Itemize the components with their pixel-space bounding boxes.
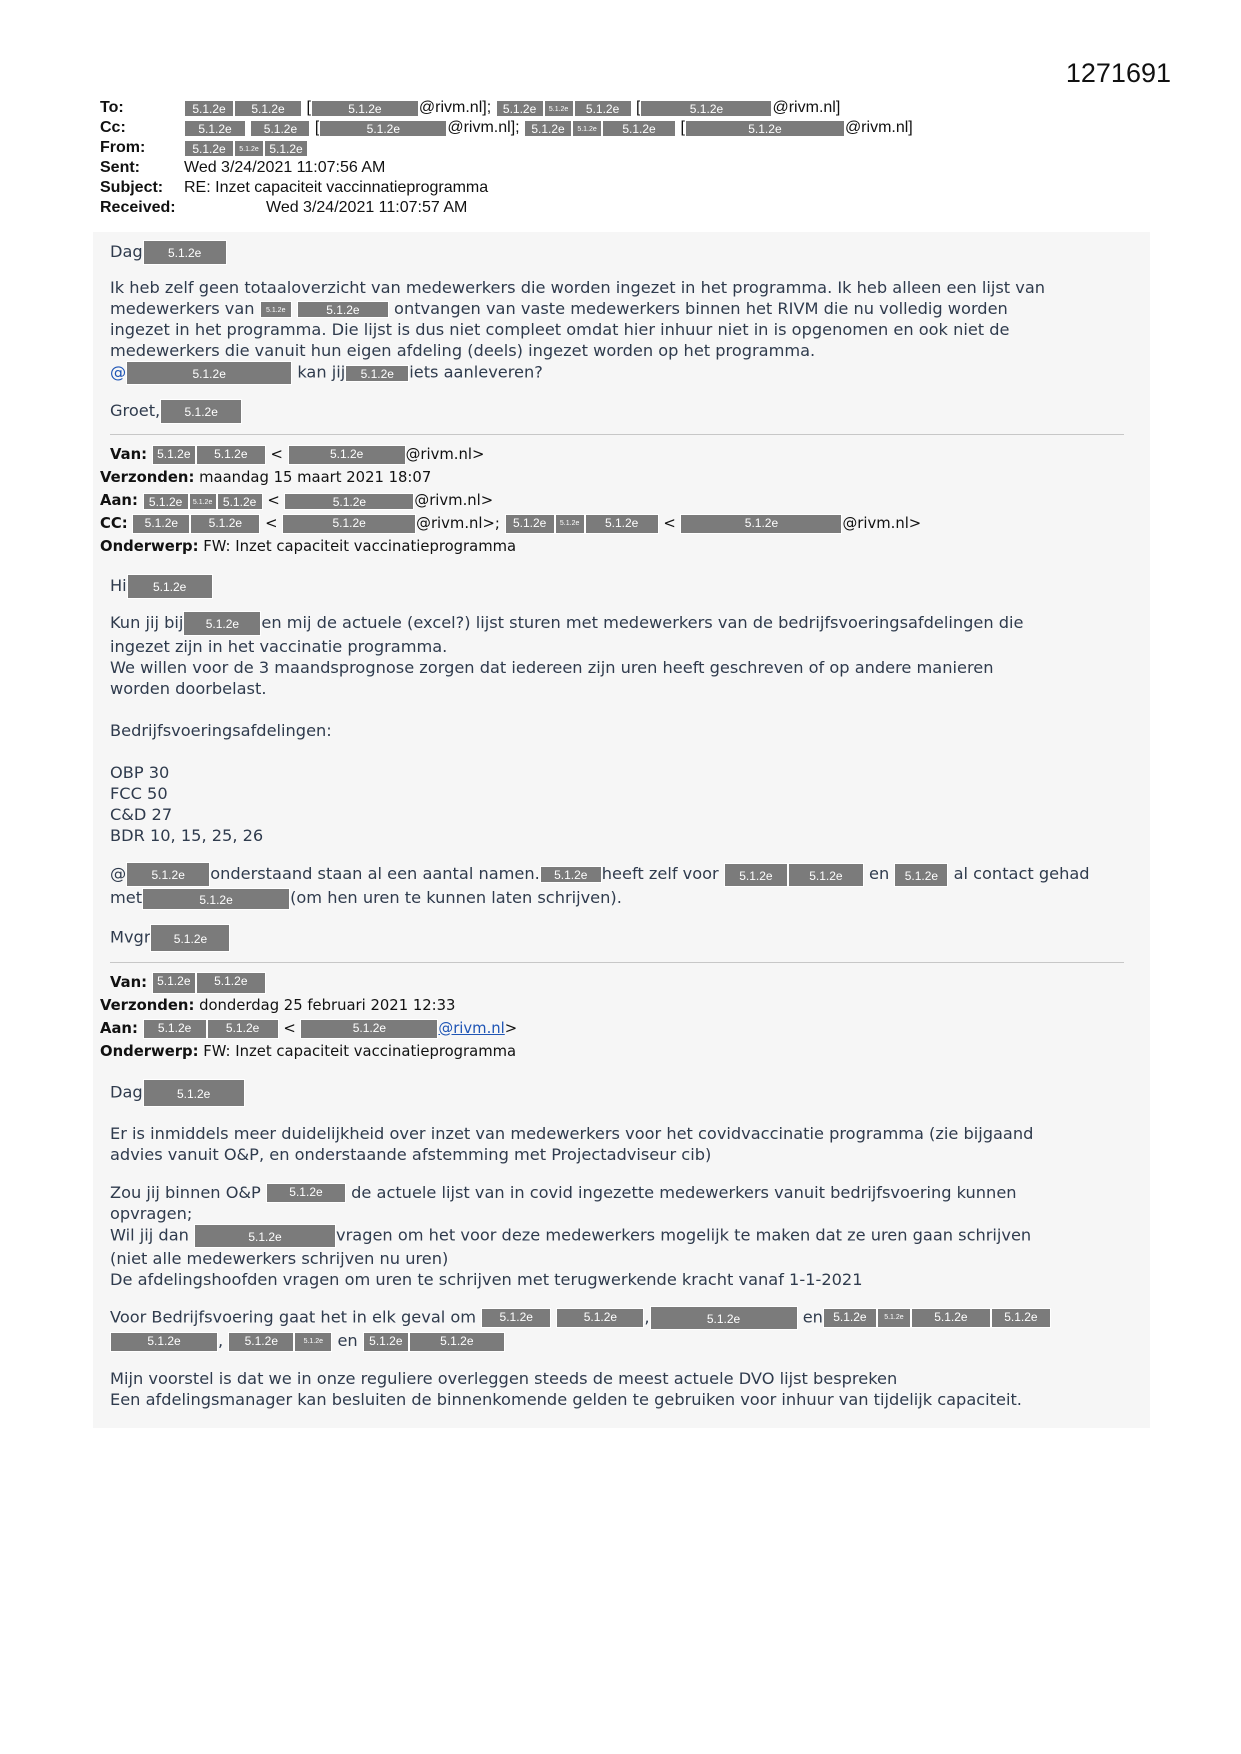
redaction: 5.1.2e <box>894 863 948 887</box>
redaction: 5.1.2e <box>207 1019 279 1039</box>
list-item: C&D 27 <box>110 805 173 824</box>
redaction: 5.1.2e <box>409 1332 505 1352</box>
msg3-greeting: Dag 5.1.2e <box>110 1079 1150 1107</box>
redaction: 5.1.2e <box>602 120 676 137</box>
to-domain: @rivm.nl] <box>772 99 841 116</box>
redaction: 5.1.2e <box>143 1019 207 1039</box>
redaction: 5.1.2e <box>991 1308 1051 1328</box>
redaction: 5.1.2e <box>540 866 602 883</box>
separator <box>110 962 1124 963</box>
redaction: 5.1.2e <box>189 493 217 510</box>
redaction: 5.1.2e <box>585 514 659 534</box>
redaction: 5.1.2e <box>250 120 310 137</box>
redaction: 5.1.2e <box>183 611 261 636</box>
department-list <box>110 762 1150 846</box>
subject-row <box>100 178 913 198</box>
from-label: From: <box>100 139 146 156</box>
redaction: 5.1.2e <box>284 493 414 510</box>
redaction: 5.1.2e <box>297 301 389 318</box>
redaction: 5.1.2e <box>196 445 266 465</box>
redaction: 5.1.2e <box>294 1332 332 1352</box>
subject-label: Subject: <box>100 179 164 196</box>
cc-domain: @rivm.nl]; <box>447 119 520 136</box>
redaction: 5.1.2e <box>143 493 189 510</box>
msg2-closing: Mvgr 5.1.2e <box>110 924 1150 952</box>
to-row: To: 5.1.2e 5.1.2e [ 5.1.2e @rivm.nl]; 5.1.2e 5.1.2e 5.1.2e [ 5.1.2e @rivm.nl] <box>100 99 841 116</box>
redaction: 5.1.2e <box>194 1224 336 1248</box>
redaction: 5.1.2e <box>184 100 234 117</box>
redaction: 5.1.2e <box>911 1308 991 1328</box>
cc-row: Cc: 5.1.2e 5.1.2e [ 5.1.2e @rivm.nl]; 5.1.2e 5.1.2e 5.1.2e [ 5.1.2e @rivm.nl] <box>100 119 913 136</box>
redaction: 5.1.2e <box>823 1308 877 1328</box>
redaction: 5.1.2e <box>572 120 602 137</box>
redaction: 5.1.2e <box>345 365 409 382</box>
redaction: 5.1.2e <box>555 514 585 534</box>
received-label: Received: <box>100 199 176 216</box>
from-row <box>100 138 913 158</box>
redaction: 5.1.2e <box>266 1183 346 1203</box>
redaction: 5.1.2e <box>234 140 264 157</box>
redaction: 5.1.2e <box>184 140 234 157</box>
sent-row <box>100 158 913 178</box>
received-value: Wed 3/24/2021 11:07:57 AM <box>266 199 468 216</box>
redaction: 5.1.2e <box>190 514 260 534</box>
list-item: FCC 50 <box>110 784 168 803</box>
to-label: To: <box>100 99 124 116</box>
redaction: 5.1.2e <box>143 1079 245 1107</box>
msg3-paragraph-3: Voor Bedrijfsvoering gaat het in elk geval om 5.1.2e 5.1.2e , 5.1.2e en 5.1.2e 5.1.2e 5.1.2e 5.1.2e 5.1.2e , 5.1.2e 5.1.2e en 5.1.2e 5.1.2e <box>110 1306 1150 1352</box>
redaction: 5.1.2e <box>685 120 845 137</box>
redaction: 5.1.2e <box>481 1308 551 1328</box>
msg1-paragraph: Ik heb zelf geen totaaloverzicht van medewerkers die worden ingezet in het programma. Ik heb alleen een lijst van medewerkers van 5.1.2e 5.1.2e ontvangen van vaste medewerkers binnen het RIVM die nu volledig worden ingezet in het programma. Die lijst is dus niet compleet omdat hier inhuur niet in is opgenomen en ook niet de medewerkers die vanuit hun eigen afdeling (deels) ingezet worden op het programma. @ 5.1.2e kan jij 5.1.2e iets aanleveren? <box>110 277 1150 385</box>
redaction: 5.1.2e <box>196 972 266 994</box>
list-item: OBP 30 <box>110 763 170 782</box>
msg3-paragraph-2: Zou jij binnen O&P 5.1.2e de actuele lijst van in covid ingezette medewerkers vanuit bedrijfsvoering kunnen opvragen; Wil jij dan 5.1.2e vragen om het voor deze medewerkers mogelijk te maken dat ze uren gaan schrijven (niet alle medewerkers schrijven nu uren) De afdelingshoofden vragen om uren te schrijven met terugwerkende kracht vanaf 1-1-2021 <box>110 1182 1032 1289</box>
redaction: 5.1.2e <box>143 240 227 265</box>
redaction: 5.1.2e <box>544 100 574 117</box>
subject-value: RE: Inzet capaciteit vaccinnatieprogramma <box>184 179 489 196</box>
redaction: 5.1.2e <box>505 514 555 534</box>
redaction: 5.1.2e <box>228 1332 294 1352</box>
msg3-paragraph-4: Mijn voorstel is dat we in onze reguliere overleggen steeds de meest actuele DVO lijst bespreken Een afdelingsmanager kan besluiten de binnenkomende gelden te gebruiken voor inhuur van tijdelijk capaciteit. <box>110 1368 1022 1409</box>
sent-value: Wed 3/24/2021 11:07:56 AM <box>184 159 386 176</box>
msg2-paragraph: Kun jij bij 5.1.2e en mij de actuele (excel?) lijst sturen met medewerkers van de bedrijfsvoeringsafdelingen die ingezet zijn in het vaccinatie programma. We willen voor de 3 maandsprognose zorgen dat iedereen zijn uren heeft geschreven of op andere manieren worden doorbelast. <box>110 613 1024 698</box>
sent-label: Sent: <box>100 159 140 176</box>
msg1-greeting: Dag 5.1.2e <box>110 240 1150 265</box>
separator <box>110 434 1124 435</box>
cc-label: Cc: <box>100 119 126 136</box>
redaction: 5.1.2e <box>126 862 210 887</box>
redaction: 5.1.2e <box>788 863 864 887</box>
redaction: 5.1.2e <box>217 493 263 510</box>
redaction: 5.1.2e <box>640 100 772 117</box>
msg2-meta: Van: 5.1.2e 5.1.2e < 5.1.2e @rivm.nl> Verzonden: maandag 15 maart 2021 18:07 Aan: 5.1.2e 5.1.2e 5.1.2e < 5.1.2e @rivm.nl> CC: 5.1.2e 5.1.2e < 5.1.2e @rivm.nl>; 5.1.2e 5.1.2e 5.1.2e < 5.1.2e @rivm.nl> Onderwerp: FW: Inzet capaciteit vaccinatieprogramma <box>100 446 922 555</box>
redaction: 5.1.2e <box>724 863 788 887</box>
redaction: 5.1.2e <box>152 445 196 465</box>
msg1-closing: Groet, 5.1.2e <box>110 399 1150 424</box>
redaction: 5.1.2e <box>556 1308 644 1328</box>
list-item: BDR 10, 15, 25, 26 <box>110 826 264 845</box>
redaction: 5.1.2e <box>264 140 308 157</box>
email-header <box>100 98 913 218</box>
redaction: 5.1.2e <box>319 120 447 137</box>
redaction: 5.1.2e <box>150 924 230 952</box>
redaction: 5.1.2e <box>142 888 290 910</box>
redaction: 5.1.2e <box>574 100 632 117</box>
redaction: 5.1.2e <box>152 972 196 994</box>
redaction: 5.1.2e <box>363 1332 409 1352</box>
redaction: 5.1.2e <box>132 514 190 534</box>
msg2-paragraph-2: @ 5.1.2e onderstaand staan al een aantal namen. 5.1.2e heeft zelf voor 5.1.2e 5.1.2e en 5.1.2e al contact gehad met 5.1.2e (om hen uren te kunnen laten schrijven). <box>110 862 1150 910</box>
redaction: 5.1.2e <box>288 445 406 465</box>
redaction: 5.1.2e <box>650 1306 798 1330</box>
to-domain: @rivm.nl]; <box>418 99 492 116</box>
redaction: 5.1.2e <box>126 361 292 385</box>
redaction: 5.1.2e <box>110 1332 218 1352</box>
redaction: 5.1.2e <box>282 514 416 534</box>
redaction: 5.1.2e <box>260 301 292 318</box>
redaction: 5.1.2e <box>877 1308 911 1328</box>
email-body <box>93 232 1150 1428</box>
redaction: 5.1.2e <box>524 120 572 137</box>
redaction: 5.1.2e <box>127 574 213 599</box>
email-link[interactable]: @rivm.nl <box>438 1019 505 1037</box>
redaction: 5.1.2e <box>311 100 419 117</box>
msg2-greeting: Hi 5.1.2e <box>110 574 1150 599</box>
received-row <box>100 198 913 218</box>
redaction: 5.1.2e <box>300 1019 438 1039</box>
redaction: 5.1.2e <box>496 100 544 117</box>
redaction: 5.1.2e <box>680 514 842 534</box>
redaction: 5.1.2e <box>184 120 246 137</box>
list-title: Bedrijfsvoeringsafdelingen: <box>110 721 332 740</box>
cc-domain: @rivm.nl] <box>844 119 913 136</box>
msg3-meta: Van: 5.1.2e 5.1.2e Verzonden: donderdag 25 februari 2021 12:33 Aan: 5.1.2e 5.1.2e < 5.1.2e @rivm.nl> Onderwerp: FW: Inzet capaciteit vaccinatieprogramma <box>100 973 518 1060</box>
msg3-paragraph-1: Er is inmiddels meer duidelijkheid over inzet van medewerkers voor het covidvaccinatie programma (zie bijgaand advies vanuit O&P, en onderstaande afstemming met Projectadviseur cib) <box>110 1123 1034 1164</box>
document-id: 1271691 <box>1065 58 1171 88</box>
redaction: 5.1.2e <box>160 399 242 424</box>
redaction: 5.1.2e <box>234 100 302 117</box>
